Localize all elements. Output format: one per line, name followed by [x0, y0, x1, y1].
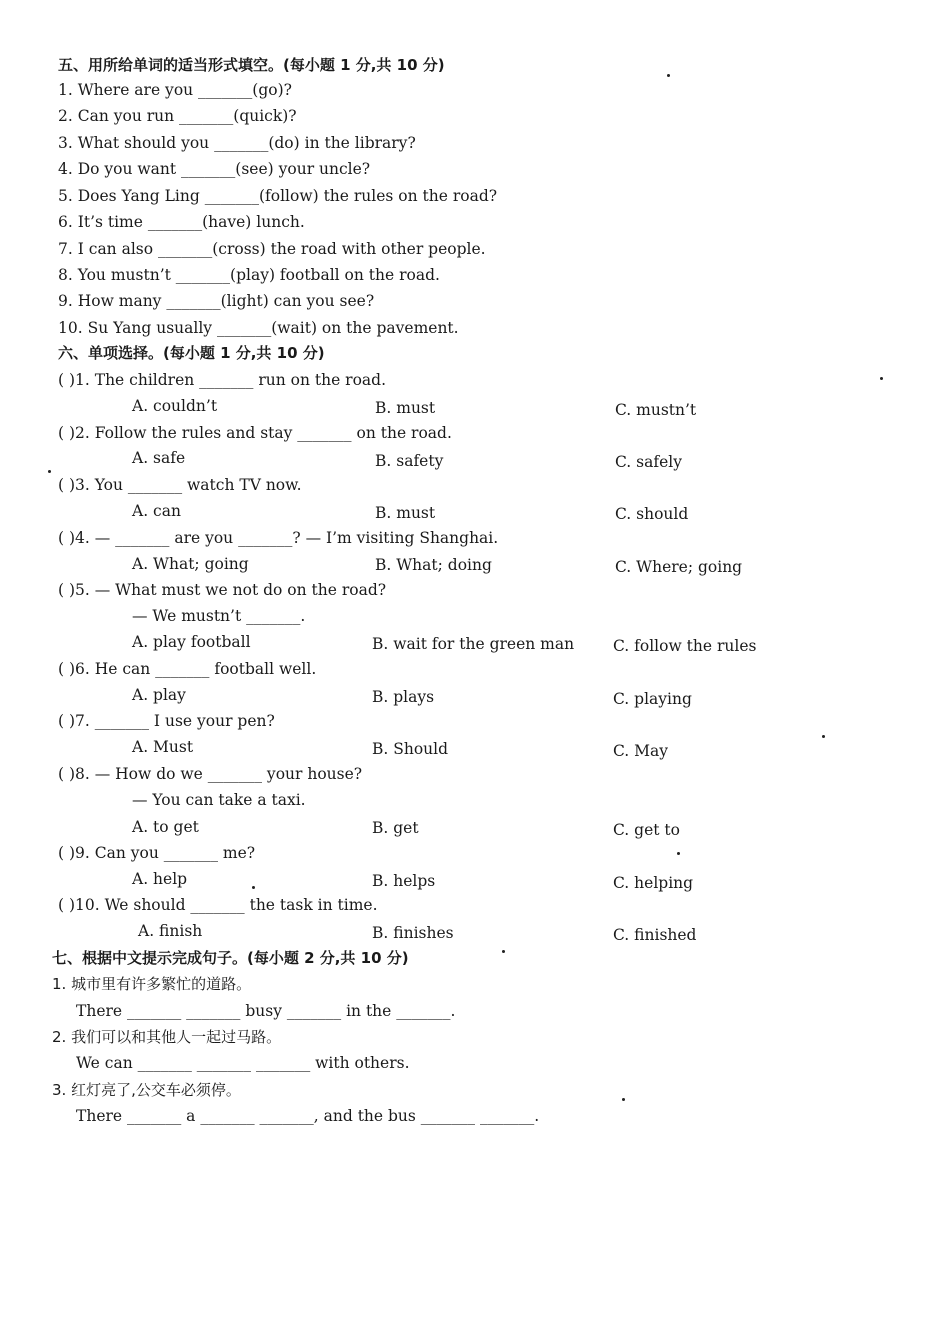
fill-item-4: 4. Do you want _______(see) your uncle?: [58, 160, 371, 178]
fill-item-2: 2. Can you run _______(quick)?: [58, 107, 297, 125]
mc-question-8-reply: — You can take a taxi.: [132, 791, 306, 809]
section5-heading: 五、用所给单词的适当形式填空。(每小题 1 分,共 10 分): [58, 56, 445, 74]
mc-option-7a: A. Must: [132, 738, 194, 756]
mc-option-4a: A. What; going: [132, 555, 249, 573]
fill-item-10: 10. Su Yang usually _______(wait) on the pavement.: [58, 319, 459, 337]
fill-item-8: 8. You mustn’t _______(play) football on the road.: [58, 266, 440, 284]
translate-answer-1: There _______ _______ busy _______ in the _______.: [76, 1002, 456, 1020]
fill-item-1: 1. Where are you _______(go)?: [58, 81, 292, 99]
fill-item-3: 3. What should you _______(do) in the library?: [58, 134, 416, 152]
mc-question-5-reply: — We mustn’t _______.: [132, 607, 306, 625]
scan-speck: [252, 886, 255, 889]
mc-option-9b: B. helps: [372, 872, 436, 890]
mc-question-6: ( )6. He can _______ football well.: [58, 660, 317, 678]
mc-option-8c: C. get to: [613, 821, 680, 839]
mc-option-3c: C. should: [615, 505, 689, 523]
mc-option-6b: B. plays: [372, 688, 435, 706]
mc-question-10: ( )10. We should _______ the task in time.: [58, 896, 378, 914]
scan-speck: [502, 950, 505, 953]
mc-option-1c: C. mustn’t: [615, 401, 697, 419]
mc-option-9a: A. help: [132, 870, 188, 888]
mc-option-4b: B. What; doing: [375, 556, 492, 574]
mc-option-4c: C. Where; going: [615, 558, 743, 576]
mc-option-5a: A. play football: [132, 633, 251, 651]
fill-item-7: 7. I can also _______(cross) the road with other people.: [58, 240, 486, 258]
mc-option-2c: C. safely: [615, 453, 682, 471]
mc-question-4: ( )4. — _______ are you _______? — I’m visiting Shanghai.: [58, 529, 499, 547]
mc-option-2a: A. safe: [132, 449, 186, 467]
mc-question-8: ( )8. — How do we _______ your house?: [58, 765, 363, 783]
mc-question-2: ( )2. Follow the rules and stay _______ on the road.: [58, 424, 452, 442]
translate-answer-2: We can _______ _______ _______ with others.: [76, 1054, 410, 1072]
scan-speck: [667, 74, 670, 77]
translate-answer-3: There _______ a _______ _______, and the bus _______ _______.: [76, 1107, 540, 1125]
mc-option-10c: C. finished: [613, 926, 697, 944]
mc-option-10a: A. finish: [138, 922, 203, 940]
scan-speck: [822, 735, 825, 738]
section7-heading: 七、根据中文提示完成句子。(每小题 2 分,共 10 分): [52, 949, 409, 967]
mc-option-6c: C. playing: [613, 690, 692, 708]
mc-question-3: ( )3. You _______ watch TV now.: [58, 476, 302, 494]
mc-option-9c: C. helping: [613, 874, 694, 892]
mc-option-10b: B. finishes: [372, 924, 454, 942]
mc-option-8b: B. get: [372, 819, 419, 837]
scan-speck: [677, 852, 680, 855]
scan-speck: [880, 377, 883, 380]
mc-option-8a: A. to get: [132, 818, 199, 836]
fill-item-5: 5. Does Yang Ling _______(follow) the rules on the road?: [58, 187, 498, 205]
mc-option-5c: C. follow the rules: [613, 637, 757, 655]
mc-option-5b: B. wait for the green man: [372, 635, 575, 653]
mc-option-7b: B. Should: [372, 740, 449, 758]
translate-prompt-2: 2. 我们可以和其他人一起过马路。: [52, 1028, 282, 1046]
mc-option-3a: A. can: [132, 502, 181, 520]
scan-speck: [48, 470, 51, 473]
mc-option-7c: C. May: [613, 742, 669, 760]
translate-prompt-3: 3. 红灯亮了,公交车必须停。: [52, 1081, 241, 1099]
mc-option-1a: A. couldn’t: [132, 397, 218, 415]
mc-option-3b: B. must: [375, 504, 436, 522]
translate-prompt-1: 1. 城市里有许多繁忙的道路。: [52, 975, 252, 993]
mc-option-6a: A. play: [132, 686, 186, 704]
mc-question-1: ( )1. The children _______ run on the road.: [58, 371, 387, 389]
mc-question-7: ( )7. _______ I use your pen?: [58, 712, 275, 730]
scan-speck: [622, 1098, 625, 1101]
section6-heading: 六、单项选择。(每小题 1 分,共 10 分): [58, 344, 325, 362]
fill-item-6: 6. It’s time _______(have) lunch.: [58, 213, 305, 231]
mc-question-5: ( )5. — What must we not do on the road?: [58, 581, 387, 599]
mc-option-1b: B. must: [375, 399, 436, 417]
mc-option-2b: B. safety: [375, 452, 444, 470]
fill-item-9: 9. How many _______(light) can you see?: [58, 292, 375, 310]
mc-question-9: ( )9. Can you _______ me?: [58, 844, 256, 862]
